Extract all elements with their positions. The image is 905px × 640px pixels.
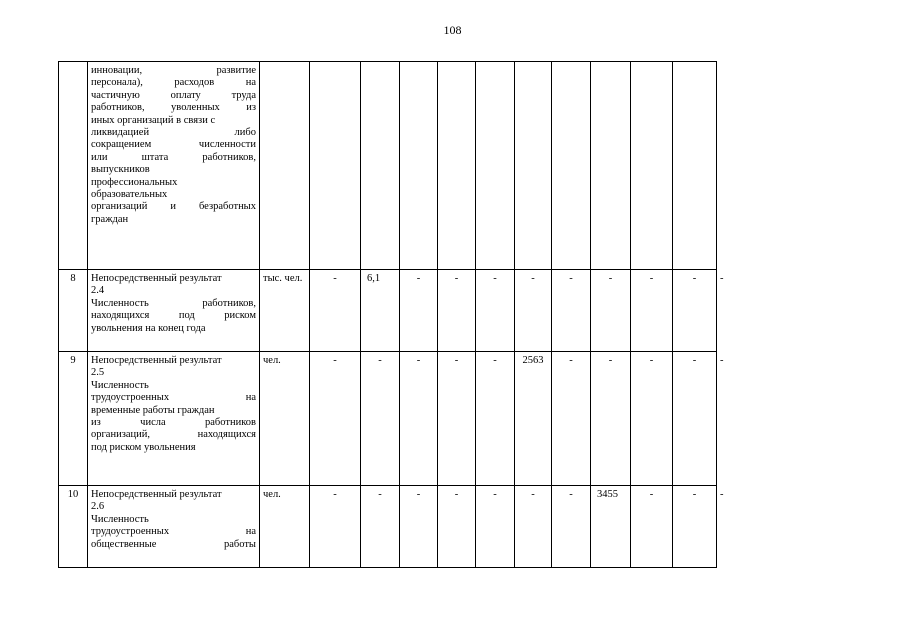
description-line: Численность xyxy=(91,513,149,525)
description-line: Непосредственный результат xyxy=(91,489,222,500)
value-cell: 2563 xyxy=(515,352,552,486)
value-cell: - xyxy=(515,270,552,352)
description-line: ликвидацией либо xyxy=(91,127,256,139)
row-unit-cell: чел. xyxy=(260,352,310,486)
description-line: иных организаций в связи с xyxy=(91,114,216,126)
value-cell: - xyxy=(552,270,591,352)
value-cell: - xyxy=(552,486,591,568)
value-cell xyxy=(310,62,361,270)
row-number-cell: 8 xyxy=(59,270,88,352)
value-cell: - xyxy=(361,352,400,486)
page-number: 108 xyxy=(443,23,462,37)
description-line: Численность xyxy=(91,379,149,391)
indicators-table xyxy=(58,61,724,568)
description-line: инновации, развитие xyxy=(91,65,256,76)
description-line: профессиональных xyxy=(91,176,178,188)
description-line: организаций, находящихся xyxy=(91,429,256,441)
value-cell: - xyxy=(438,270,476,352)
value-cell xyxy=(673,62,717,270)
row-unit-cell xyxy=(260,62,310,270)
value-cell: - xyxy=(310,486,361,568)
table-row: 10 Непосредственный результат 2.6 Численность трудоустроенных на общественные работы чел. - - - - - - - 3455 - - - xyxy=(59,486,717,568)
table-body xyxy=(59,62,724,568)
row-description-cell xyxy=(88,352,260,486)
description-line: 2.6 xyxy=(91,501,105,513)
description-line: граждан xyxy=(91,213,129,225)
description-line: Непосредственный результат xyxy=(91,273,222,284)
value-cell: - xyxy=(400,486,438,568)
table-row: 8 Непосредственный результат 2.4 Численность работников, находящихся под риском увольнения на конец года тыс. чел. - 6,1 - - - - - - - - - xyxy=(59,270,717,352)
table-row xyxy=(59,62,717,270)
description-line: образовательных xyxy=(91,189,168,201)
description-line: персонала), расходов на xyxy=(91,77,256,89)
row-number-cell: 10 xyxy=(59,486,88,568)
value-cell: - xyxy=(552,352,591,486)
description-line: 2.4 xyxy=(91,285,105,297)
description-line: находящихся под риском xyxy=(91,310,256,322)
value-cell xyxy=(591,62,631,270)
description-line: частичную оплату труда xyxy=(91,89,256,101)
value-cell xyxy=(438,62,476,270)
description-line: выпускников xyxy=(91,164,150,176)
description-line: под риском увольнения xyxy=(91,441,196,453)
description-line: общественные работы xyxy=(91,538,256,550)
value-cell: - xyxy=(673,486,717,568)
value-cell xyxy=(400,62,438,270)
value-cell: 3455 xyxy=(591,486,631,568)
value-cell: - xyxy=(361,486,400,568)
value-cell: - xyxy=(591,352,631,486)
description-line: работников, уволенных из xyxy=(91,102,256,114)
value-cell xyxy=(361,62,400,270)
description-line: трудоустроенных на xyxy=(91,392,256,404)
value-cell: - xyxy=(476,270,515,352)
row-unit-cell: чел. xyxy=(260,486,310,568)
value-cell: - xyxy=(400,270,438,352)
description-line: организаций и безработных xyxy=(91,201,256,213)
row-number-cell xyxy=(59,62,88,270)
value-cell: - xyxy=(476,486,515,568)
value-cell: - xyxy=(673,270,717,352)
value-cell xyxy=(552,62,591,270)
value-cell: - xyxy=(631,486,673,568)
row-description-cell xyxy=(88,62,260,270)
value-cell: 6,1 xyxy=(361,270,400,352)
value-cell: - xyxy=(310,270,361,352)
value-cell: - xyxy=(631,352,673,486)
value-cell xyxy=(631,62,673,270)
description-line: Непосредственный результат xyxy=(91,355,222,366)
value-cell xyxy=(476,62,515,270)
table-row: 9 Непосредственный результат 2.5 Численность трудоустроенных на временные работы граждан из числа работников организаций, находящихся под риском увольнения чел. - - - - - 2563 - - - - - xyxy=(59,352,717,486)
row-description-cell xyxy=(88,486,260,568)
value-cell: - xyxy=(438,352,476,486)
description-line: трудоустроенных на xyxy=(91,526,256,538)
description-line: или штата работников, xyxy=(91,151,256,163)
value-cell: - xyxy=(438,486,476,568)
value-cell: - xyxy=(310,352,361,486)
value-cell: - xyxy=(400,352,438,486)
description-line: из числа работников xyxy=(91,417,256,429)
description-line: Численность работников, xyxy=(91,297,256,309)
value-cell: - xyxy=(673,352,717,486)
row-description-cell xyxy=(88,270,260,352)
description-line: временные работы граждан xyxy=(91,404,215,416)
value-cell: - xyxy=(631,270,673,352)
row-number-cell: 9 xyxy=(59,352,88,486)
description-line: увольнения на конец года xyxy=(91,322,206,334)
value-cell: - xyxy=(591,270,631,352)
value-cell xyxy=(515,62,552,270)
row-unit-cell: тыс. чел. xyxy=(260,270,310,352)
description-line: сокращением численности xyxy=(91,139,256,151)
description-line: 2.5 xyxy=(91,367,105,379)
value-cell: - xyxy=(515,486,552,568)
value-cell: - xyxy=(476,352,515,486)
